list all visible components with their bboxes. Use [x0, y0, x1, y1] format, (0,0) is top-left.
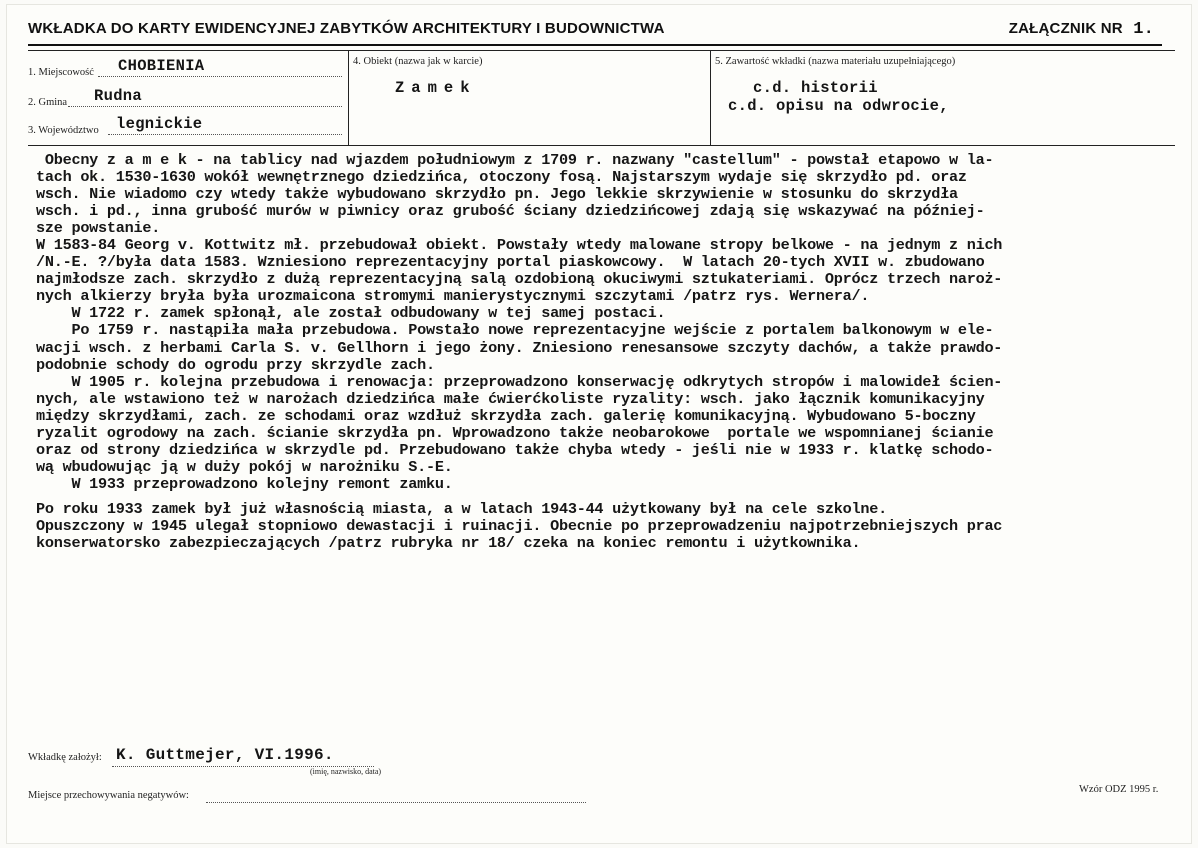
negatives-label: Miejsce przechowywania negatywów: [28, 790, 189, 801]
text-line: W 1583-84 Georg v. Kottwitz mł. przebudował obiekt. Powstały wtedy malowane stropy belkowe - na jednym z nich [36, 236, 1003, 255]
text-line: Opuszczony w 1945 ulegał stopniowo dewastacji i ruinacji. Obecnie po przeprowadzeniu najpotrzebniejszych prac [36, 516, 1003, 535]
text-line: konserwatorsko zabezpieczających /patrz rubryka nr 18/ czeka na koniec remontu i użytkownika. [36, 534, 861, 553]
text-line: podobnie schody do ogrodu przy skrzydle zach. [36, 355, 435, 374]
province-label: 3. Województwo [28, 125, 99, 136]
text-line: Obecny z a m e k - na tablicy nad wjazdem południowym z 1709 r. nazwany "castellum" - powstał etapowo w la- [36, 151, 994, 169]
text-line: tach ok. 1530-1630 wokół wewnętrznego dziedzińca, otoczony fosą. Najstarszym wydaje się skrzydło pd. oraz [36, 168, 967, 187]
province-dotted-line [108, 134, 342, 135]
text-line: W 1905 r. kolejna przebudowa i renowacja: przeprowadzono konserwację odkrytych stropów i malowideł ścien- [36, 372, 1003, 391]
form-model: Wzór ODZ 1995 r. [1079, 784, 1159, 795]
province-row [28, 115, 346, 139]
negatives-row [28, 790, 588, 806]
description-part-2 [36, 501, 1181, 552]
commune-row [28, 87, 346, 111]
description-text [36, 152, 1181, 552]
locality-value: CHOBIENIA [118, 57, 205, 75]
text-line: nych, ale wstawiono też w narożach dziedzińca małe ćwierćkoliste ryzality: wsch. jako łącznik komunikacyjny [36, 389, 985, 408]
commune-value: Rudna [94, 87, 143, 105]
created-by-label: Wkładkę założył: [28, 752, 102, 763]
commune-label: 2. Gmina [28, 97, 68, 108]
created-by-row [28, 746, 428, 776]
text-line: W 1722 r. zamek spłonął, ale został odbudowany w tej samej postaci. [36, 304, 666, 323]
object-label: 4. Obiekt (nazwa jak w karcie) [353, 56, 483, 67]
text-line: wą wbudowując ją w duży pokój w narożniku S.-E. [36, 457, 453, 476]
object-column [348, 51, 711, 145]
text-line: Po 1759 r. nastąpiła mała przebudowa. Powstało nowe reprezentacyjne wejście z portalem balkonowym w ele- [36, 321, 994, 340]
text-line: wsch. Nie wiadomo czy wtedy także wybudowano skrzydło pn. Jego lekkie skrzywienie w stosunku do skrzydła [36, 185, 958, 204]
text-line: W 1933 przeprowadzono kolejny remont zamku. [36, 474, 453, 493]
negatives-dotted-line [206, 802, 586, 803]
text-line: ryzalit ogrodowy na zach. ścianie skrzydła pn. Wprowadzono także neobarokowe portale we wspomnianej ścianie [36, 423, 994, 442]
text-line: wsch. i pd., inna grubość murów w piwnicy oraz grubość ściany dziedzińcowej zdają się wskazywać na później- [36, 202, 985, 221]
record-sheet [6, 4, 1192, 844]
text-line: Po roku 1933 zamek był już własnością miasta, a w latach 1943-44 użytkowany był na cele szkolne. [36, 499, 887, 518]
text-line: sze powstanie. [36, 219, 161, 238]
province-value: legnickie [116, 115, 203, 133]
annex-number: 1. [1133, 20, 1154, 39]
text-line: nych alkierzy bryła była urozmaicona stromymi manierystycznymi szczytami /patrz rys. Wernera/. [36, 287, 870, 306]
content-value-1: c.d. historii [753, 79, 878, 97]
form-title: WKŁADKA DO KARTY EWIDENCYJNEJ ZABYTKÓW ARCHITEKTURY I BUDOWNICTWA [28, 20, 665, 37]
locality-row [28, 57, 346, 81]
location-column [28, 51, 349, 145]
content-label: 5. Zawartość wkładki (nazwa materiału uzupełniającego) [715, 56, 956, 67]
text-line: między skrzydłami, zach. ze schodami oraz wzdłuż skrzydła zach. galerię komunikacyjną. Wybudowano 5-boczny [36, 406, 976, 425]
text-line: /N.-E. ?/była data 1583. Wzniesiono reprezentacyjny portal piaskowcowy. W latach 20-tych XVII w. zbudowano [36, 253, 985, 272]
locality-label: 1. Miejscowość [28, 67, 94, 78]
text-line: najmłodsze zach. skrzydło z dużą reprezentacyjną salą ozdobioną okuciwymi sztukateriami. Oprócz trzech naroż- [36, 270, 1003, 289]
description-part-1 [36, 152, 1181, 493]
created-by-hint: (imię, nazwisko, data) [310, 767, 382, 776]
locality-dotted-line [98, 76, 342, 77]
object-value: Zamek [395, 79, 477, 97]
annex-label-text: ZAŁĄCZNIK NR [1008, 20, 1123, 37]
identification-grid [28, 50, 1175, 146]
annex-label [1009, 20, 1154, 39]
created-by-value: K. Guttmejer, VI.1996. [116, 746, 334, 764]
text-line: wacji wsch. z herbami Carla S. v. Gellhorn i jego żony. Zniesiono renesansowe szczyty dachów, a także prawdo- [36, 338, 1003, 357]
form-header [28, 18, 1162, 46]
content-value-2: c.d. opisu na odwrocie, [728, 97, 949, 115]
content-column [710, 51, 1175, 145]
commune-dotted-line [68, 106, 342, 107]
text-line: oraz od strony dziedzińca w skrzydle pd. Przebudowano także chyba wtedy - jeśli nie w 1933 r. klatkę schodo- [36, 440, 994, 459]
